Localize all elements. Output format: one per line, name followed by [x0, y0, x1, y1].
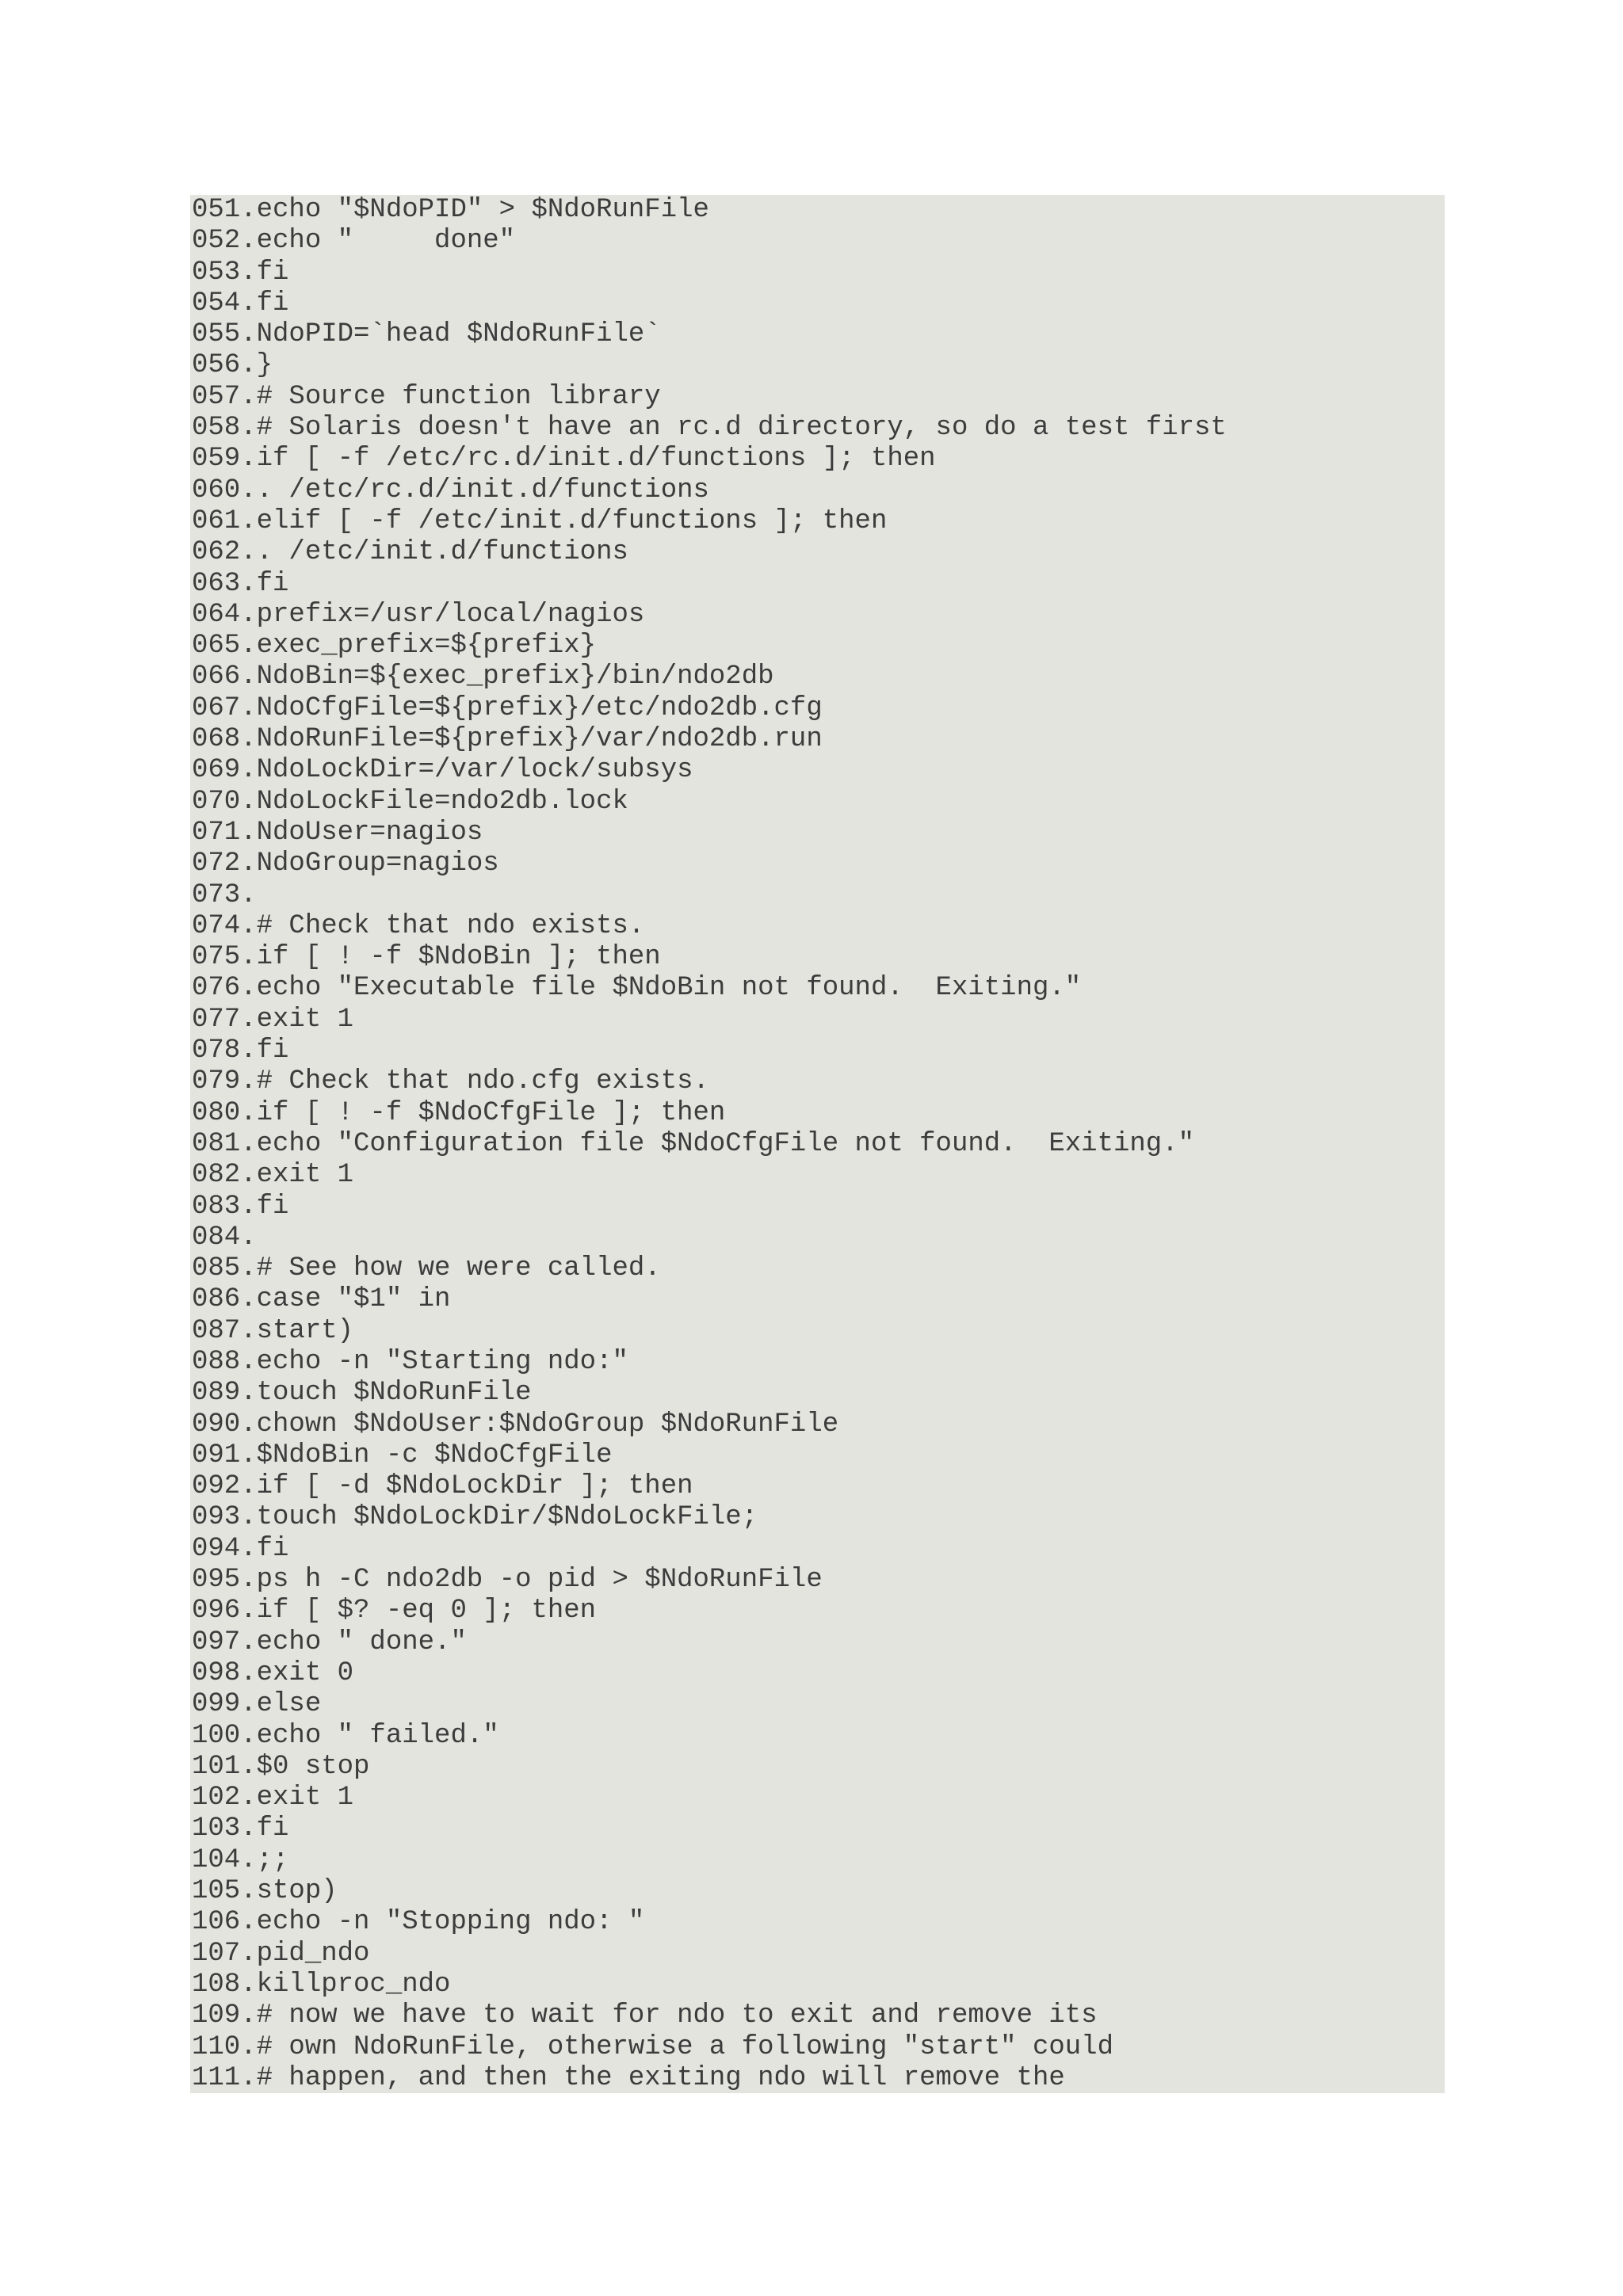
- code-line: 074.# Check that ndo exists.: [192, 910, 645, 941]
- code-line: 104.;;: [192, 1844, 289, 1875]
- code-line: 101.$0 stop: [192, 1751, 370, 1782]
- code-line: 062.. /etc/init.d/functions: [192, 537, 628, 568]
- code-line: 093.touch $NdoLockDir/$NdoLockFile;: [192, 1502, 758, 1533]
- code-line: 077.exit 1: [192, 1004, 354, 1035]
- code-line: 109.# now we have to wait for ndo to exit and remove its: [192, 2000, 1098, 2031]
- code-line: 097.echo " done.": [192, 1627, 467, 1657]
- code-line: 083.fi: [192, 1191, 289, 1222]
- code-line: 095.ps h -C ndo2db -o pid > $NdoRunFile: [192, 1565, 823, 1596]
- code-line: 088.echo -n "Starting ndo:": [192, 1346, 628, 1377]
- code-line: 064.prefix=/usr/local/nagios: [192, 599, 645, 630]
- code-line: 055.NdoPID=`head $NdoRunFile`: [192, 319, 661, 350]
- code-line: 058.# Solaris doesn't have an rc.d directory, so do a test first: [192, 413, 1227, 444]
- code-block: [190, 195, 1445, 2093]
- code-line: 100.echo " failed.": [192, 1720, 499, 1751]
- code-line: 076.echo "Executable file $NdoBin not found. Exiting.": [192, 973, 1082, 1004]
- code-line: 059.if [ -f /etc/rc.d/init.d/functions ]; then: [192, 444, 936, 475]
- code-line: 069.NdoLockDir=/var/lock/subsys: [192, 755, 693, 786]
- code-line: 078.fi: [192, 1035, 289, 1066]
- code-line: 085.# See how we were called.: [192, 1253, 661, 1284]
- code-line: 057.# Source function library: [192, 381, 661, 412]
- code-line: 094.fi: [192, 1533, 289, 1564]
- code-line: 061.elif [ -f /etc/init.d/functions ]; then: [192, 505, 888, 536]
- code-line: 103.fi: [192, 1814, 289, 1844]
- code-line: 082.exit 1: [192, 1160, 354, 1191]
- code-line: 096.if [ $? -eq 0 ]; then: [192, 1596, 597, 1627]
- code-line: 080.if [ ! -f $NdoCfgFile ]; then: [192, 1097, 726, 1128]
- code-line: 052.echo " done": [192, 226, 516, 257]
- code-line: 089.touch $NdoRunFile: [192, 1378, 532, 1409]
- code-line: 106.echo -n "Stopping ndo: ": [192, 1907, 645, 1938]
- code-line: 053.fi: [192, 257, 289, 288]
- code-line: 066.NdoBin=${exec_prefix}/bin/ndo2db: [192, 662, 774, 692]
- code-line: 102.exit 1: [192, 1783, 354, 1814]
- code-line: 105.stop): [192, 1876, 338, 1907]
- code-line: 073.: [192, 879, 257, 910]
- code-line: 111.# happen, and then the exiting ndo will remove the: [192, 2062, 1065, 2093]
- code-line: 070.NdoLockFile=ndo2db.lock: [192, 786, 628, 817]
- code-line: 079.# Check that ndo.cfg exists.: [192, 1066, 709, 1097]
- code-line: 090.chown $NdoUser:$NdoGroup $NdoRunFile: [192, 1409, 839, 1440]
- code-line: 107.pid_ndo: [192, 1938, 370, 1969]
- code-line: 098.exit 0: [192, 1657, 354, 1688]
- code-line: 092.if [ -d $NdoLockDir ]; then: [192, 1471, 693, 1502]
- code-line: 051.echo "$NdoPID" > $NdoRunFile: [192, 195, 709, 225]
- code-line: 063.fi: [192, 568, 289, 599]
- code-line: 091.$NdoBin -c $NdoCfgFile: [192, 1440, 613, 1470]
- code-line: 075.if [ ! -f $NdoBin ]; then: [192, 942, 661, 973]
- code-line: 060.. /etc/rc.d/init.d/functions: [192, 475, 709, 505]
- code-line: 067.NdoCfgFile=${prefix}/etc/ndo2db.cfg: [192, 692, 823, 723]
- code-line: 084.: [192, 1222, 257, 1253]
- code-line: 099.else: [192, 1689, 322, 1720]
- code-line: 081.echo "Configuration file $NdoCfgFile not found. Exiting.": [192, 1128, 1195, 1159]
- code-line: 087.start): [192, 1315, 354, 1346]
- code-line: 056.}: [192, 350, 273, 381]
- code-line: 071.NdoUser=nagios: [192, 817, 483, 848]
- code-line: 065.exec_prefix=${prefix}: [192, 631, 597, 662]
- code-line: 068.NdoRunFile=${prefix}/var/ndo2db.run: [192, 724, 823, 755]
- code-line: 072.NdoGroup=nagios: [192, 849, 499, 879]
- code-line: 110.# own NdoRunFile, otherwise a following "start" could: [192, 2031, 1113, 2062]
- code-line: 086.case "$1" in: [192, 1284, 451, 1315]
- code-line: 108.killproc_ndo: [192, 1969, 451, 2000]
- code-line: 054.fi: [192, 288, 289, 318]
